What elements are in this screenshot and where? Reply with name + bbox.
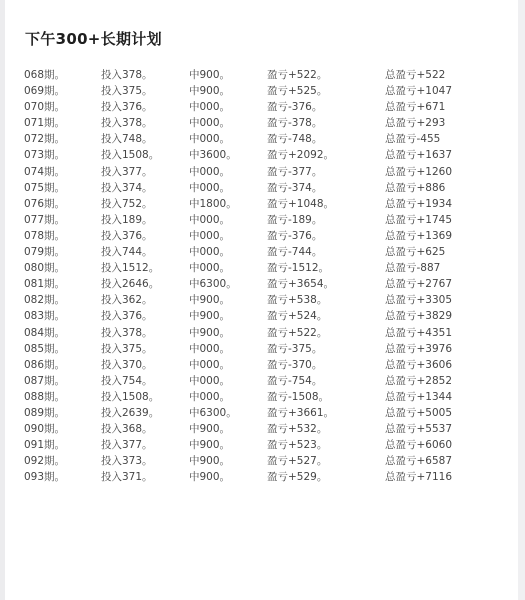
total-profit-loss: 总盈亏+625 — [385, 246, 446, 259]
invest-amount: 投入1512。 — [101, 262, 160, 275]
invest-amount: 投入2646。 — [101, 278, 160, 291]
profit-loss: 盈亏+538。 — [267, 294, 328, 307]
record-row — [24, 99, 494, 115]
hit-amount: 中000。 — [189, 181, 231, 194]
invest-amount: 投入1508。 — [101, 390, 160, 403]
period-label: 075期。 — [24, 181, 66, 194]
record-row — [24, 389, 494, 405]
total-profit-loss: 总盈亏+886 — [385, 181, 446, 194]
invest-amount: 投入377。 — [101, 439, 153, 452]
hit-amount: 中900。 — [189, 455, 231, 468]
record-row — [24, 228, 494, 244]
total-profit-loss: 总盈亏-887 — [385, 262, 441, 275]
hit-amount: 中000。 — [189, 246, 231, 259]
hit-amount: 中900。 — [189, 310, 231, 323]
record-row — [24, 469, 494, 485]
profit-loss: 盈亏+1048。 — [267, 197, 335, 210]
record-row — [24, 308, 494, 324]
invest-amount: 投入748。 — [101, 133, 153, 146]
record-row — [24, 421, 494, 437]
invest-amount: 投入377。 — [101, 165, 153, 178]
profit-loss: 盈亏-376。 — [267, 229, 323, 242]
period-label: 072期。 — [24, 133, 66, 146]
period-label: 092期。 — [24, 455, 66, 468]
hit-amount: 中000。 — [189, 165, 231, 178]
record-row — [24, 244, 494, 260]
profit-loss: 盈亏-378。 — [267, 117, 323, 130]
record-row — [24, 292, 494, 308]
hit-amount: 中3600。 — [189, 149, 237, 162]
profit-loss: 盈亏+525。 — [267, 85, 328, 98]
period-label: 079期。 — [24, 246, 66, 259]
total-profit-loss: 总盈亏+7116 — [385, 471, 453, 484]
profit-loss: 盈亏-370。 — [267, 358, 323, 371]
hit-amount: 中000。 — [189, 390, 231, 403]
profit-loss: 盈亏+527。 — [267, 455, 328, 468]
total-profit-loss: 总盈亏+6587 — [385, 455, 453, 468]
period-label: 080期。 — [24, 262, 66, 275]
invest-amount: 投入376。 — [101, 310, 153, 323]
invest-amount: 投入378。 — [101, 69, 153, 81]
total-profit-loss: 总盈亏+1369 — [385, 229, 453, 242]
right-page-edge — [518, 0, 525, 600]
hit-amount: 中900。 — [189, 85, 231, 98]
period-label: 084期。 — [24, 326, 66, 339]
period-label: 071期。 — [24, 117, 66, 130]
profit-loss: 盈亏+522。 — [267, 69, 328, 81]
total-profit-loss: 总盈亏+5537 — [385, 423, 453, 436]
record-row — [24, 147, 494, 163]
period-label: 082期。 — [24, 294, 66, 307]
record-row — [24, 83, 494, 99]
plan-record-list — [24, 67, 494, 485]
profit-loss: 盈亏-377。 — [267, 165, 323, 178]
profit-loss: 盈亏-744。 — [267, 246, 323, 259]
profit-loss: 盈亏-189。 — [267, 213, 323, 226]
profit-loss: 盈亏+3654。 — [267, 278, 335, 291]
total-profit-loss: 总盈亏+3305 — [385, 294, 453, 307]
document-page — [5, 0, 518, 600]
invest-amount: 投入375。 — [101, 342, 153, 355]
hit-amount: 中900。 — [189, 423, 231, 436]
profit-loss: 盈亏-748。 — [267, 133, 323, 146]
invest-amount: 投入371。 — [101, 471, 153, 484]
period-label: 078期。 — [24, 229, 66, 242]
record-row — [24, 341, 494, 357]
record-row — [24, 67, 494, 83]
invest-amount: 投入374。 — [101, 181, 153, 194]
invest-amount: 投入752。 — [101, 197, 153, 210]
period-label: 087期。 — [24, 374, 66, 387]
total-profit-loss: 总盈亏+2767 — [385, 278, 453, 291]
hit-amount: 中000。 — [189, 133, 231, 146]
period-label: 086期。 — [24, 358, 66, 371]
hit-amount: 中000。 — [189, 101, 231, 114]
page-title: 下午300+长期计划 — [25, 30, 162, 48]
total-profit-loss: 总盈亏+522 — [385, 69, 446, 81]
hit-amount: 中6300。 — [189, 278, 237, 291]
hit-amount: 中000。 — [189, 229, 231, 242]
invest-amount: 投入378。 — [101, 326, 153, 339]
total-profit-loss: 总盈亏+671 — [385, 101, 446, 114]
period-label: 074期。 — [24, 165, 66, 178]
hit-amount: 中000。 — [189, 358, 231, 371]
hit-amount: 中000。 — [189, 117, 231, 130]
total-profit-loss: 总盈亏-455 — [385, 133, 441, 146]
total-profit-loss: 总盈亏+1745 — [385, 213, 453, 226]
period-label: 089期。 — [24, 406, 66, 419]
total-profit-loss: 总盈亏+3976 — [385, 342, 453, 355]
hit-amount: 中900。 — [189, 69, 231, 81]
invest-amount: 投入189。 — [101, 213, 153, 226]
hit-amount: 中1800。 — [189, 197, 237, 210]
period-label: 068期。 — [24, 69, 66, 81]
invest-amount: 投入378。 — [101, 117, 153, 130]
period-label: 090期。 — [24, 423, 66, 436]
period-label: 073期。 — [24, 149, 66, 162]
invest-amount: 投入373。 — [101, 455, 153, 468]
total-profit-loss: 总盈亏+4351 — [385, 326, 453, 339]
period-label: 077期。 — [24, 213, 66, 226]
profit-loss: 盈亏+2092。 — [267, 149, 335, 162]
period-label: 091期。 — [24, 439, 66, 452]
profit-loss: 盈亏+523。 — [267, 439, 328, 452]
period-label: 093期。 — [24, 471, 66, 484]
record-row — [24, 212, 494, 228]
record-row — [24, 325, 494, 341]
record-row — [24, 131, 494, 147]
record-row — [24, 164, 494, 180]
hit-amount: 中900。 — [189, 471, 231, 484]
period-label: 085期。 — [24, 342, 66, 355]
record-row — [24, 453, 494, 469]
record-row — [24, 276, 494, 292]
profit-loss: 盈亏-1508。 — [267, 390, 330, 403]
profit-loss: 盈亏-374。 — [267, 181, 323, 194]
profit-loss: 盈亏+529。 — [267, 471, 328, 484]
total-profit-loss: 总盈亏+3829 — [385, 310, 453, 323]
total-profit-loss: 总盈亏+6060 — [385, 439, 453, 452]
total-profit-loss: 总盈亏+2852 — [385, 374, 453, 387]
record-row — [24, 437, 494, 453]
period-label: 088期。 — [24, 390, 66, 403]
total-profit-loss: 总盈亏+3606 — [385, 358, 453, 371]
profit-loss: 盈亏+3661。 — [267, 406, 335, 419]
period-label: 076期。 — [24, 197, 66, 210]
invest-amount: 投入376。 — [101, 229, 153, 242]
profit-loss: 盈亏-754。 — [267, 374, 323, 387]
record-row — [24, 405, 494, 421]
invest-amount: 投入1508。 — [101, 149, 160, 162]
total-profit-loss: 总盈亏+1344 — [385, 390, 453, 403]
invest-amount: 投入744。 — [101, 246, 153, 259]
profit-loss: 盈亏-376。 — [267, 101, 323, 114]
profit-loss: 盈亏+522。 — [267, 326, 328, 339]
hit-amount: 中900。 — [189, 326, 231, 339]
invest-amount: 投入370。 — [101, 358, 153, 371]
period-label: 069期。 — [24, 85, 66, 98]
invest-amount: 投入362。 — [101, 294, 153, 307]
invest-amount: 投入368。 — [101, 423, 153, 436]
total-profit-loss: 总盈亏+1637 — [385, 149, 453, 162]
hit-amount: 中900。 — [189, 294, 231, 307]
hit-amount: 中6300。 — [189, 406, 237, 419]
profit-loss: 盈亏-1512。 — [267, 262, 330, 275]
record-row — [24, 260, 494, 276]
period-label: 083期。 — [24, 310, 66, 323]
invest-amount: 投入754。 — [101, 374, 153, 387]
total-profit-loss: 总盈亏+5005 — [385, 406, 453, 419]
invest-amount: 投入2639。 — [101, 406, 160, 419]
period-label: 070期。 — [24, 101, 66, 114]
record-row — [24, 196, 494, 212]
total-profit-loss: 总盈亏+1260 — [385, 165, 453, 178]
total-profit-loss: 总盈亏+1934 — [385, 197, 453, 210]
record-row — [24, 373, 494, 389]
hit-amount: 中000。 — [189, 374, 231, 387]
record-row — [24, 357, 494, 373]
record-row — [24, 115, 494, 131]
record-row — [24, 180, 494, 196]
hit-amount: 中000。 — [189, 213, 231, 226]
profit-loss: 盈亏+532。 — [267, 423, 328, 436]
total-profit-loss: 总盈亏+1047 — [385, 85, 453, 98]
invest-amount: 投入375。 — [101, 85, 153, 98]
profit-loss: 盈亏+524。 — [267, 310, 328, 323]
invest-amount: 投入376。 — [101, 101, 153, 114]
hit-amount: 中000。 — [189, 262, 231, 275]
total-profit-loss: 总盈亏+293 — [385, 117, 446, 130]
hit-amount: 中900。 — [189, 439, 231, 452]
hit-amount: 中000。 — [189, 342, 231, 355]
profit-loss: 盈亏-375。 — [267, 342, 323, 355]
period-label: 081期。 — [24, 278, 66, 291]
